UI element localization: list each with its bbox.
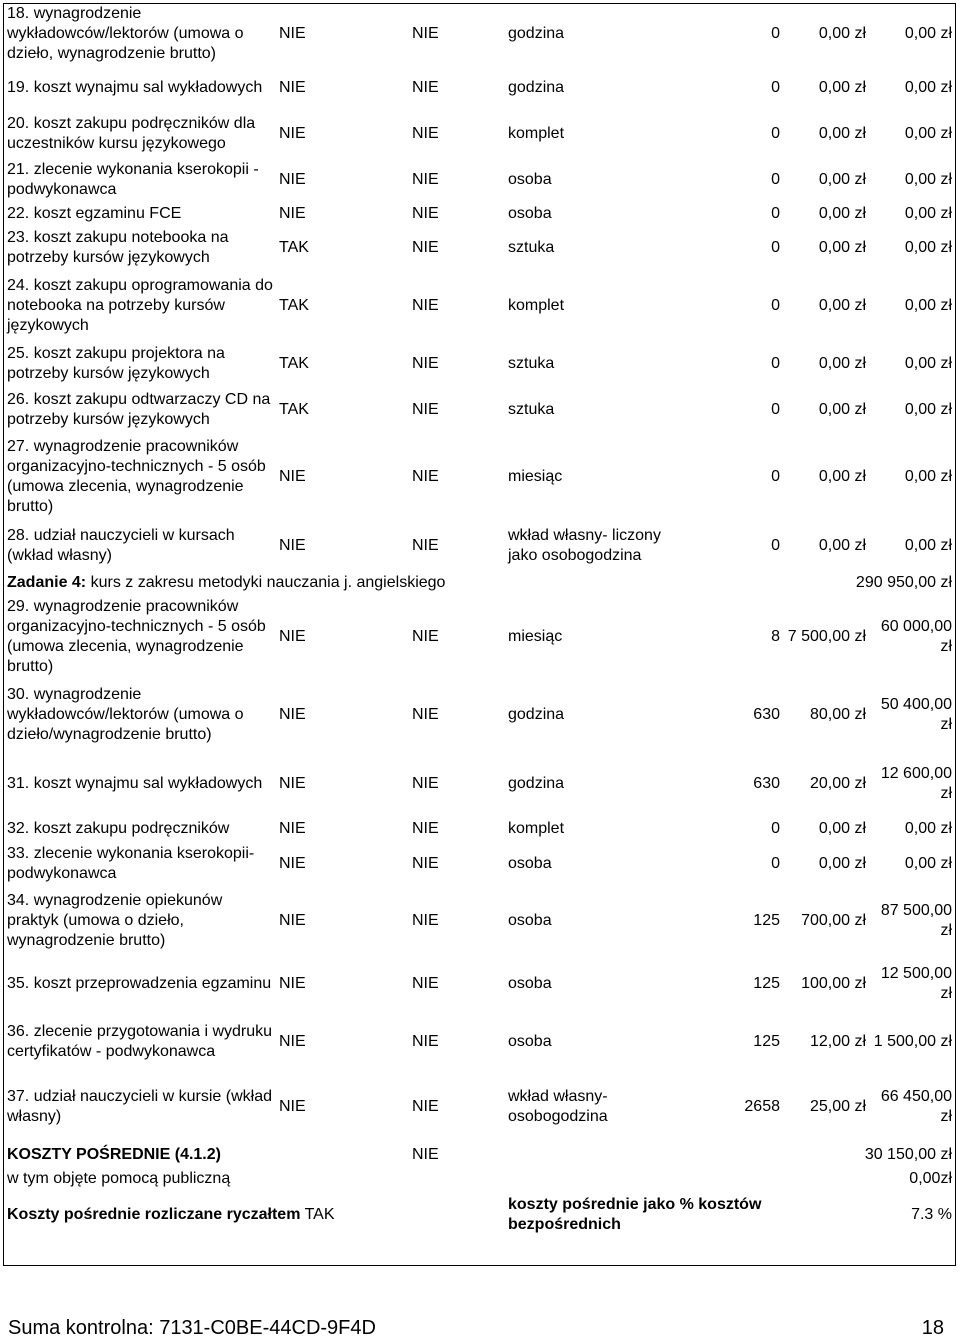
cell-total: 66 450,00 zł [880, 1088, 952, 1125]
cell-qty: 0 [771, 78, 780, 96]
cell-unit: komplet [508, 125, 565, 142]
cell-unit: wkład własny- liczony jako osobogodzina [508, 527, 661, 564]
public-aid-label: w tym objęte pomocą publiczną [7, 1170, 231, 1187]
cell-total: 0,00 zł [904, 537, 952, 554]
task4-header-row [4, 571, 955, 595]
cell-c2: NIE [412, 775, 439, 792]
cell-qty: 630 [753, 706, 780, 723]
cell-unit: osoba [508, 171, 552, 188]
cell-qty: 0 [771, 125, 780, 142]
indirect-costs-row [4, 1143, 955, 1167]
cell-qty: 0 [771, 205, 780, 222]
cell-c2: NIE [412, 975, 439, 992]
cell-c2: NIE [412, 355, 439, 372]
cell-unit: miesiąc [508, 468, 563, 485]
cell-c1: TAK [279, 297, 309, 314]
page-number: 18 [921, 1317, 944, 1339]
cell-c2: NIE [412, 537, 439, 554]
lump-sum-value: TAK [304, 1206, 335, 1223]
cell-price: 0,00 zł [818, 468, 866, 485]
cell-c1: NIE [279, 628, 306, 645]
indirect-percent-value: 7.3 % [911, 1206, 952, 1223]
cell-c1: TAK [279, 239, 309, 256]
budget-row [4, 271, 955, 341]
summary-section [4, 1143, 955, 1239]
cell-price: 25,00 zł [809, 1098, 866, 1115]
cell-c2: NIE [412, 820, 439, 837]
cell-name: 21. zlecenie wykonania kserokopii - podwykonawca [7, 161, 259, 198]
cell-unit: osoba [508, 975, 552, 992]
cell-total: 0,00 zł [904, 820, 952, 837]
cell-c2: NIE [412, 25, 439, 42]
cell-price: 700,00 zł [801, 912, 866, 929]
cell-c1: NIE [279, 775, 306, 792]
task4-desc: kurs z zakresu metodyki nauczania j. angielskiego [90, 574, 446, 591]
cell-price: 0,00 zł [818, 25, 866, 42]
cell-c2: NIE [412, 912, 439, 929]
cell-price: 7 500,00 zł [787, 628, 866, 645]
cell-qty: 0 [771, 239, 780, 256]
cell-total: 12 600,00 zł [880, 765, 952, 802]
cell-qty: 0 [771, 401, 780, 418]
cell-c2: NIE [412, 205, 439, 222]
budget-row [4, 751, 955, 817]
cell-c1: NIE [279, 468, 306, 485]
cell-price: 0,00 zł [818, 297, 866, 314]
cell-unit: sztuka [508, 401, 555, 418]
cell-c2: NIE [412, 706, 439, 723]
cell-total: 0,00 zł [904, 78, 952, 96]
budget-row [4, 679, 955, 751]
cell-c1: NIE [279, 78, 306, 96]
cell-name: 27. wynagrodzenie pracowników organizacyjno-technicznych - 5 osób (umowa zlecenia, wynagrodzenie brutto) [7, 438, 266, 515]
cell-price: 0,00 zł [818, 537, 866, 554]
cell-unit: osoba [508, 855, 552, 872]
budget-rows-part2 [4, 595, 955, 1143]
cell-name: 30. wynagrodzenie wykładowców/lektorów (umowa o dzieło/wynagrodzenie brutto) [7, 686, 244, 743]
cell-unit: godzina [508, 25, 565, 42]
cell-price: 0,00 zł [818, 355, 866, 372]
cell-c1: NIE [279, 1033, 306, 1050]
budget-row [4, 4, 955, 64]
cell-price: 0,00 zł [818, 125, 866, 142]
cell-name: 35. koszt przeprowadzenia egzaminu [7, 975, 272, 992]
cell-name: 29. wynagrodzenie pracowników organizacyjno-technicznych - 5 osób (umowa zlecenia, wynagrodzenie brutto) [7, 598, 266, 675]
cell-qty: 125 [753, 975, 780, 992]
budget-row [4, 225, 955, 271]
cell-name: 37. udział nauczycieli w kursie (wkład własny) [7, 1088, 272, 1125]
cell-total: 0,00 zł [904, 125, 952, 142]
cell-price: 20,00 zł [809, 775, 866, 792]
cell-total: 12 500,00 zł [880, 965, 952, 1002]
cell-total: 0,00 zł [904, 239, 952, 256]
cell-name: 23. koszt zakupu notebooka na potrzeby kursów językowych [7, 229, 229, 266]
budget-row [4, 521, 955, 571]
cell-qty: 0 [771, 468, 780, 485]
cell-price: 0,00 zł [818, 78, 866, 96]
cell-c2: NIE [412, 1098, 439, 1115]
cell-price: 0,00 zł [818, 239, 866, 256]
cell-total: 60 000,00 zł [880, 618, 952, 655]
cell-c1: NIE [279, 25, 306, 42]
cell-price: 80,00 zł [809, 706, 866, 723]
cell-qty: 2658 [744, 1098, 780, 1115]
cell-price: 0,00 zł [818, 205, 866, 222]
cell-name: 32. koszt zakupu podręczników [7, 820, 230, 837]
cell-unit: osoba [508, 205, 552, 222]
cell-c1: NIE [279, 537, 306, 554]
lump-sum-row [4, 1191, 955, 1239]
cell-qty: 125 [753, 1033, 780, 1050]
cell-total: 0,00 zł [904, 468, 952, 485]
indirect-costs-label: KOSZTY POŚREDNIE (4.1.2) [7, 1146, 221, 1163]
budget-row [4, 955, 955, 1013]
checksum-text: Suma kontrolna: 7131-C0BE-44CD-9F4D [8, 1317, 376, 1339]
cell-c1: NIE [279, 1098, 306, 1115]
cell-name: 24. koszt zakupu oprogramowania do notebooka na potrzeby kursów językowych [7, 277, 273, 334]
cell-price: 100,00 zł [801, 975, 866, 992]
budget-rows-part1 [4, 4, 955, 571]
task4-section [4, 571, 955, 595]
cell-c1: NIE [279, 706, 306, 723]
budget-row [4, 64, 955, 111]
cell-c2: NIE [412, 1033, 439, 1050]
cell-total: 50 400,00 zł [880, 696, 952, 733]
budget-row [4, 203, 955, 225]
cell-unit: sztuka [508, 239, 555, 256]
budget-row [4, 387, 955, 433]
cell-unit: sztuka [508, 355, 555, 372]
cell-qty: 0 [771, 537, 780, 554]
cell-unit: wkład własny-osobogodzina [508, 1088, 608, 1125]
cell-unit: godzina [508, 78, 565, 96]
indirect-percent-label: koszty pośrednie jako % kosztów bezpośrednich [508, 1196, 762, 1233]
cell-qty: 0 [771, 297, 780, 314]
cell-total: 0,00 zł [904, 205, 952, 222]
cell-qty: 8 [771, 628, 780, 645]
cell-c1: TAK [279, 355, 309, 372]
cell-name: 19. koszt wynajmu sal wykładowych [7, 78, 263, 96]
indirect-costs-total: 30 150,00 zł [864, 1146, 952, 1163]
cell-c1: NIE [279, 125, 306, 142]
cell-c2: NIE [412, 401, 439, 418]
task4-label: Zadanie 4: [7, 574, 87, 591]
budget-row [4, 887, 955, 955]
cell-c2: NIE [412, 855, 439, 872]
public-aid-row [4, 1167, 955, 1191]
cell-c1: NIE [279, 855, 306, 872]
cell-c1: NIE [279, 205, 306, 222]
budget-row [4, 1013, 955, 1071]
cell-c2: NIE [412, 628, 439, 645]
cell-qty: 125 [753, 912, 780, 929]
cell-unit: godzina [508, 775, 565, 792]
cell-unit: godzina [508, 706, 565, 723]
cell-name: 18. wynagrodzenie wykładowców/lektorów (umowa o dzieło, wynagrodzenie brutto) [7, 5, 244, 62]
cell-c2: NIE [412, 125, 439, 142]
budget-row [4, 157, 955, 203]
cell-unit: osoba [508, 1033, 552, 1050]
task4-total: 290 950,00 zł [855, 574, 952, 591]
cell-c1: TAK [279, 401, 309, 418]
cell-c2: NIE [412, 78, 439, 96]
cell-unit: osoba [508, 912, 552, 929]
cell-qty: 0 [771, 855, 780, 872]
cell-qty: 0 [771, 25, 780, 42]
cell-qty: 630 [753, 775, 780, 792]
cell-total: 0,00 zł [904, 25, 952, 42]
cell-price: 0,00 zł [818, 401, 866, 418]
cell-name: 31. koszt wynajmu sal wykładowych [7, 775, 263, 792]
cell-c1: NIE [279, 820, 306, 837]
budget-row [4, 595, 955, 679]
cell-c1: NIE [279, 975, 306, 992]
cell-name: 34. wynagrodzenie opiekunów praktyk (umowa o dzieło, wynagrodzenie brutto) [7, 892, 223, 949]
cell-total: 87 500,00 zł [880, 902, 952, 939]
budget-row [4, 433, 955, 521]
cell-unit: miesiąc [508, 628, 563, 645]
cell-name: 28. udział nauczycieli w kursach (wkład własny) [7, 527, 235, 564]
cell-price: 12,00 zł [809, 1033, 866, 1050]
cell-name: 36. zlecenie przygotowania i wydruku certyfikatów - podwykonawca [7, 1023, 273, 1060]
cell-total: 0,00 zł [904, 171, 952, 188]
budget-table [4, 4, 955, 1239]
cell-c2: NIE [412, 239, 439, 256]
cell-c2: NIE [412, 468, 439, 485]
cell-unit: komplet [508, 297, 565, 314]
cell-c2: NIE [412, 171, 439, 188]
lump-sum-label: Koszty pośrednie rozliczane ryczałtem [7, 1206, 301, 1223]
cell-total: 1 500,00 zł [873, 1033, 952, 1050]
cell-total: 0,00 zł [904, 297, 952, 314]
budget-row [4, 111, 955, 157]
cell-qty: 0 [771, 355, 780, 372]
cell-qty: 0 [771, 171, 780, 188]
cell-name: 20. koszt zakupu podręczników dla uczestników kursu językowego [7, 115, 256, 152]
cell-name: 26. koszt zakupu odtwarzaczy CD na potrzeby kursów językowych [7, 391, 271, 428]
cell-name: 33. zlecenie wykonania kserokopii-podwykonawca [7, 845, 255, 882]
cell-unit: komplet [508, 820, 565, 837]
budget-row [4, 1071, 955, 1143]
cell-price: 0,00 zł [818, 171, 866, 188]
cell-c1: NIE [279, 912, 306, 929]
cell-c1: NIE [279, 171, 306, 188]
cell-price: 0,00 zł [818, 820, 866, 837]
cell-total: 0,00 zł [904, 355, 952, 372]
cell-qty: 0 [771, 820, 780, 837]
budget-row [4, 817, 955, 841]
cell-total: 0,00 zł [904, 401, 952, 418]
cell-total: 0,00 zł [904, 855, 952, 872]
budget-row [4, 841, 955, 887]
cell-c2: NIE [412, 297, 439, 314]
public-aid-total: 0,00zł [909, 1170, 952, 1187]
cell-name: 22. koszt egzaminu FCE [7, 205, 182, 222]
cell-name: 25. koszt zakupu projektora na potrzeby kursów językowych [7, 345, 225, 382]
cell-price: 0,00 zł [818, 855, 866, 872]
budget-row [4, 341, 955, 387]
indirect-costs-value: NIE [412, 1146, 439, 1163]
